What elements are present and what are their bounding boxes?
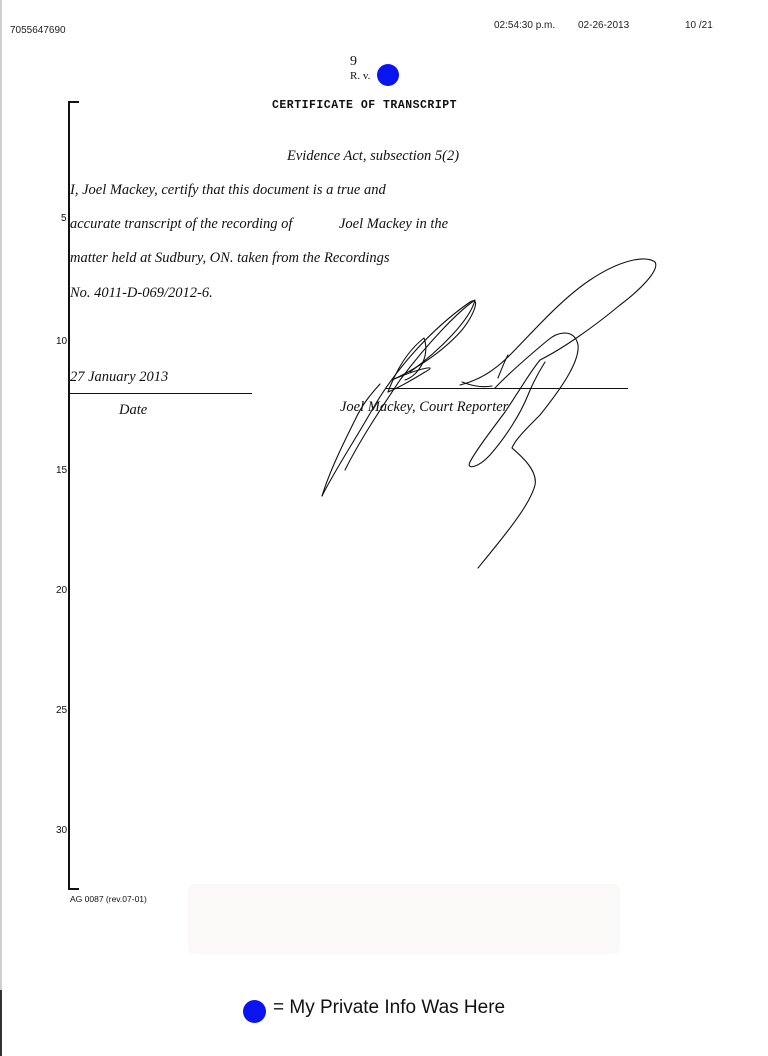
legend-redaction-dot (243, 1000, 266, 1023)
page-title: CERTIFICATE OF TRANSCRIPT (272, 99, 458, 112)
line-number: 5 (61, 213, 67, 224)
form-code: AG 0087 (rev.07-01) (70, 894, 147, 904)
line-number: 30 (56, 825, 68, 836)
page-number: 9 (350, 54, 357, 69)
body-line: Joel Mackey in the (339, 216, 449, 232)
line-number: 15 (56, 465, 68, 476)
signature-line (386, 388, 628, 389)
body-line: No. 4011-D-069/2012-6. (70, 285, 213, 301)
scan-smudge (188, 884, 620, 954)
date-label: Date (119, 402, 148, 418)
body-line: I, Joel Mackey, certify that this document is a true and (70, 182, 386, 198)
redaction-dot (377, 64, 399, 86)
fax-page: 10 /21 (685, 20, 713, 31)
date-underline (70, 393, 252, 394)
fax-phone: 7055647690 (10, 25, 66, 36)
reporter-label: Joel Mackey, Court Reporter (340, 399, 509, 415)
fax-date: 02-26-2013 (578, 20, 630, 31)
scan-edge (0, 0, 2, 1056)
date-value: 27 January 2013 (70, 369, 169, 385)
legend-text: = My Private Info Was Here (273, 997, 506, 1018)
scan-edge-bottom (0, 990, 2, 1056)
statute-reference: Evidence Act, subsection 5(2) (287, 148, 460, 164)
fax-time: 02:54:30 p.m. (494, 20, 556, 31)
line-number: 20 (56, 585, 68, 596)
line-number: 25 (56, 705, 68, 716)
body-line: accurate transcript of the recording of (70, 216, 293, 232)
line-number: 10 (56, 336, 68, 347)
margin-bottom-tick (68, 888, 79, 890)
margin-top-tick (68, 101, 79, 103)
case-name: R. v. (350, 70, 371, 82)
body-line: matter held at Sudbury, ON. taken from the Recordings (70, 250, 390, 266)
